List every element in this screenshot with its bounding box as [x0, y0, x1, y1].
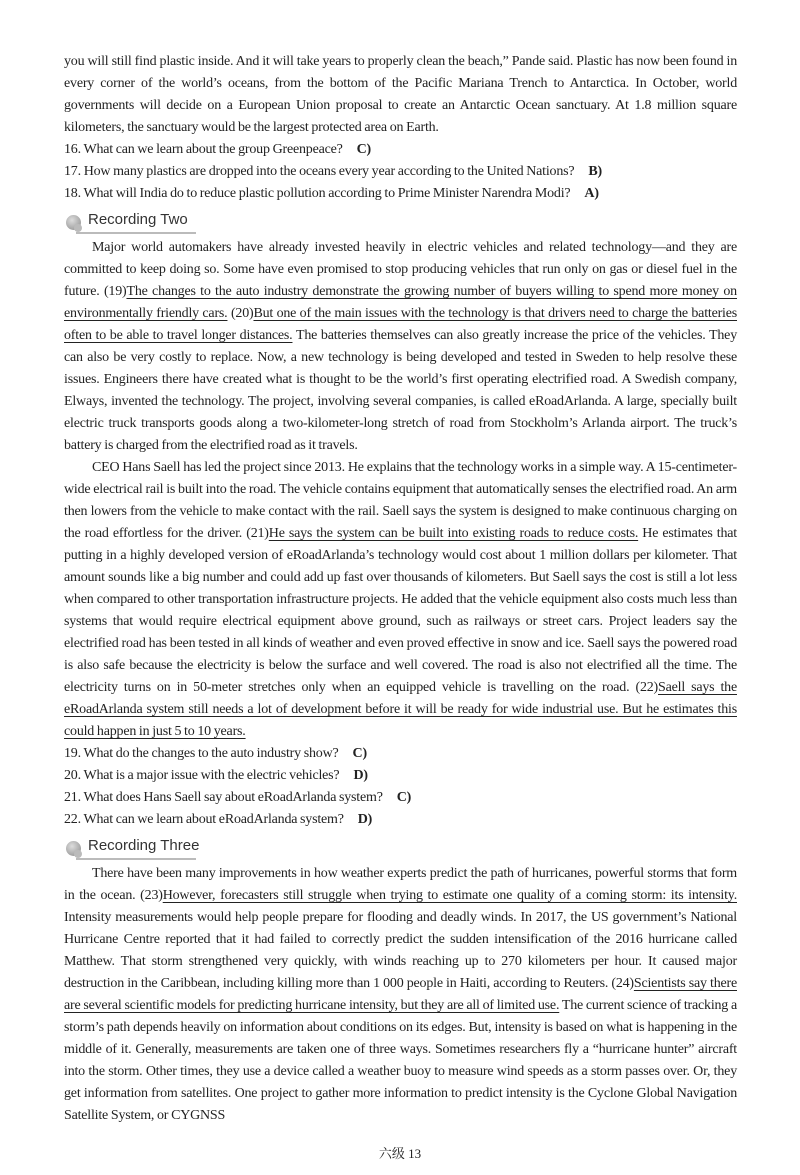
section-heading-recording-two: Recording Two [64, 209, 737, 235]
question-text: 22. What can we learn about eRoadArlanda system? [64, 812, 344, 827]
paragraph: CEO Hans Saell has led the project since 2013. He explains that the technology works in a simple way. A 15-centimeter-wide electrical rail is built into the road. The vehicle contains equipment that automatically senses the electrified road. An arm then lowers from the vehicle to make contact with the rail. Saell says the system is designed to make continuous charging on the road effortless for the driver. (21)He says the system can be built into existing roads to reduce costs. He estimates that putting in a highly developed version of eRoadArlanda’s technology would cost about 1 million dollars per kilometer. That amount sounds like a big number and could add up fast over thousands of kilometers. But Saell says the cost is still a lot less when compared to other transportation infrastructure projects. He added that the vehicle equipment also costs much less than systems that would require electrical equipment above ground, such as railways or street cars. Project leaders say the electrified road has been tested in all kinds of weather and even proved effective in snow and ice. Saell says the powered road is also safe because the electricity is below the surface and well covered. The road is also not electrified all the time. The electricity turns on in 50-meter stretches only when an equipped vehicle is travelling on the road. (22)Saell says the eRoadArlanda system still needs a lot of development before it will be ready for wide industrial use. But he estimates this could happen in just 5 to 10 years. [64, 460, 737, 739]
paragraph: There have been many improvements in how weather experts predict the path of hurricanes, powerful storms that form in the ocean. (23)However, forecasters still struggle when trying to estimate one quality of a coming storm: its intensity. Intensity measurements would help people prepare for flooding and deadly winds. In 2017, the US government’s National Hurricane Centre reported that it had failed to correctly predict the sudden intensification of the 2016 hurricane called Matthew. That storm strengthened very quickly, with winds reaching up to 270 kilometers per hour. It caused major destruction in the Caribbean, including killing more than 1 000 people in Haiti, according to Reuters. (24)Scientists say there are several scientific models for predicting hurricane intensity, but they are all of limited use. The current science of tracking a storm’s path depends heavily on information about conditions on its edges. But, intensity is based on what is happening in the middle of it. Generally, measurements are taken one of three ways. Sometimes researchers fly a “hurricane hunter” aircraft into the storm. Other times, they use a device called a weather buoy to measure wind speeds as a storm passes over. Or, they get information from satellites. One project to gather more information to predict intensity is the Cyclone Global Navigation Satellite System, or CYGNSS [64, 866, 737, 1123]
question-text: 21. What does Hans Saell say about eRoadArlanda system? [64, 790, 383, 805]
question-list [64, 139, 737, 205]
answer-letter: C) [352, 746, 367, 761]
question-text: 16. What can we learn about the group Greenpeace? [64, 142, 343, 157]
answer-letter: A) [584, 186, 599, 201]
question-text: 19. What do the changes to the auto industry show? [64, 746, 339, 761]
answer-letter: D) [353, 768, 368, 783]
heading-underline [76, 232, 196, 234]
question-item [64, 809, 737, 831]
underlined-answer: However, forecasters still struggle when trying to estimate one quality of a coming storm: its intensity. [162, 888, 737, 903]
question-item [64, 139, 737, 161]
paragraph: Major world automakers have already invested heavily in electric vehicles and related technology—and they are committed to keep doing so. Some have even promised to stop producing vehicles that run only on gas or diesel fuel in the future. (19)The changes to the auto industry demonstrate the growing number of buyers willing to spend more money on environmentally friendly cars. (20)But one of the main issues with the technology is that drivers need to charge the batteries often to be able to travel longer distances. The batteries themselves can also greatly increase the price of the vehicles. They can also be very costly to replace. Now, a new technology is being developed and tested in Sweden to help resolve these issues. Engineers there have created what is thought to be the world’s first operating electrified road. A Swedish company, Elways, invented the technology. The project, involving several companies, is called eRoadArlanda. A large, specially built electric truck transports goods along a two-kilometer-long stretch of road from Stockholm’s Arlanda airport. The truck’s battery is charged from the electrified road as it travels. [64, 240, 738, 453]
question-item [64, 183, 737, 205]
question-item [64, 765, 737, 787]
bullet-icon-small [74, 224, 82, 232]
question-text: 20. What is a major issue with the electric vehicles? [64, 768, 340, 783]
question-item [64, 743, 737, 765]
question-item [64, 161, 737, 183]
underlined-answer: The changes to the auto industry demonstrate the growing number of buyers willing to spend more money on environmentally friendly cars. [64, 284, 737, 321]
answer-letter: C) [396, 790, 412, 805]
answer-letter: D) [357, 812, 373, 827]
underlined-answer: Scientists say there are several scientific models for predicting hurricane intensity, but they are all of limited use. [64, 976, 737, 1013]
bullet-icon-small [74, 850, 82, 858]
heading-underline [76, 858, 196, 860]
answer-letter: C) [356, 142, 372, 157]
question-text: 17. How many plastics are dropped into the oceans every year according to the United Nations? [64, 164, 575, 179]
section-heading-recording-three: Recording Three [64, 835, 737, 861]
question-item [64, 787, 737, 809]
paragraph: you will still find plastic inside. And it will take years to properly clean the beach,” Pande said. Plastic has now been found in every corner of the world’s oceans, from the bottom of the Pacific Mariana Trench to Antarctica. In October, world governments will decide on a European Union proposal to create an Antarctic Ocean sanctuary. At 1.8 million square kilometers, the sanctuary would be the largest protected area on Earth. [64, 54, 737, 135]
question-list [64, 743, 737, 831]
page-number: 六级 13 [378, 1146, 422, 1161]
question-text: 18. What will India do to reduce plastic pollution according to Prime Minister Narendra Modi? [64, 186, 571, 201]
underlined-answer: Saell says the eRoadArlanda system still needs a lot of development before it will be ready for wide industrial use. But he estimates this could happen in just 5 to 10 years. [64, 680, 737, 739]
underlined-answer: But one of the main issues with the technology is that drivers need to charge the batteries often to be able to travel longer distances. [64, 306, 738, 343]
answer-letter: B) [588, 164, 603, 179]
underlined-answer: He says the system can be built into existing roads to reduce costs. [268, 526, 639, 541]
